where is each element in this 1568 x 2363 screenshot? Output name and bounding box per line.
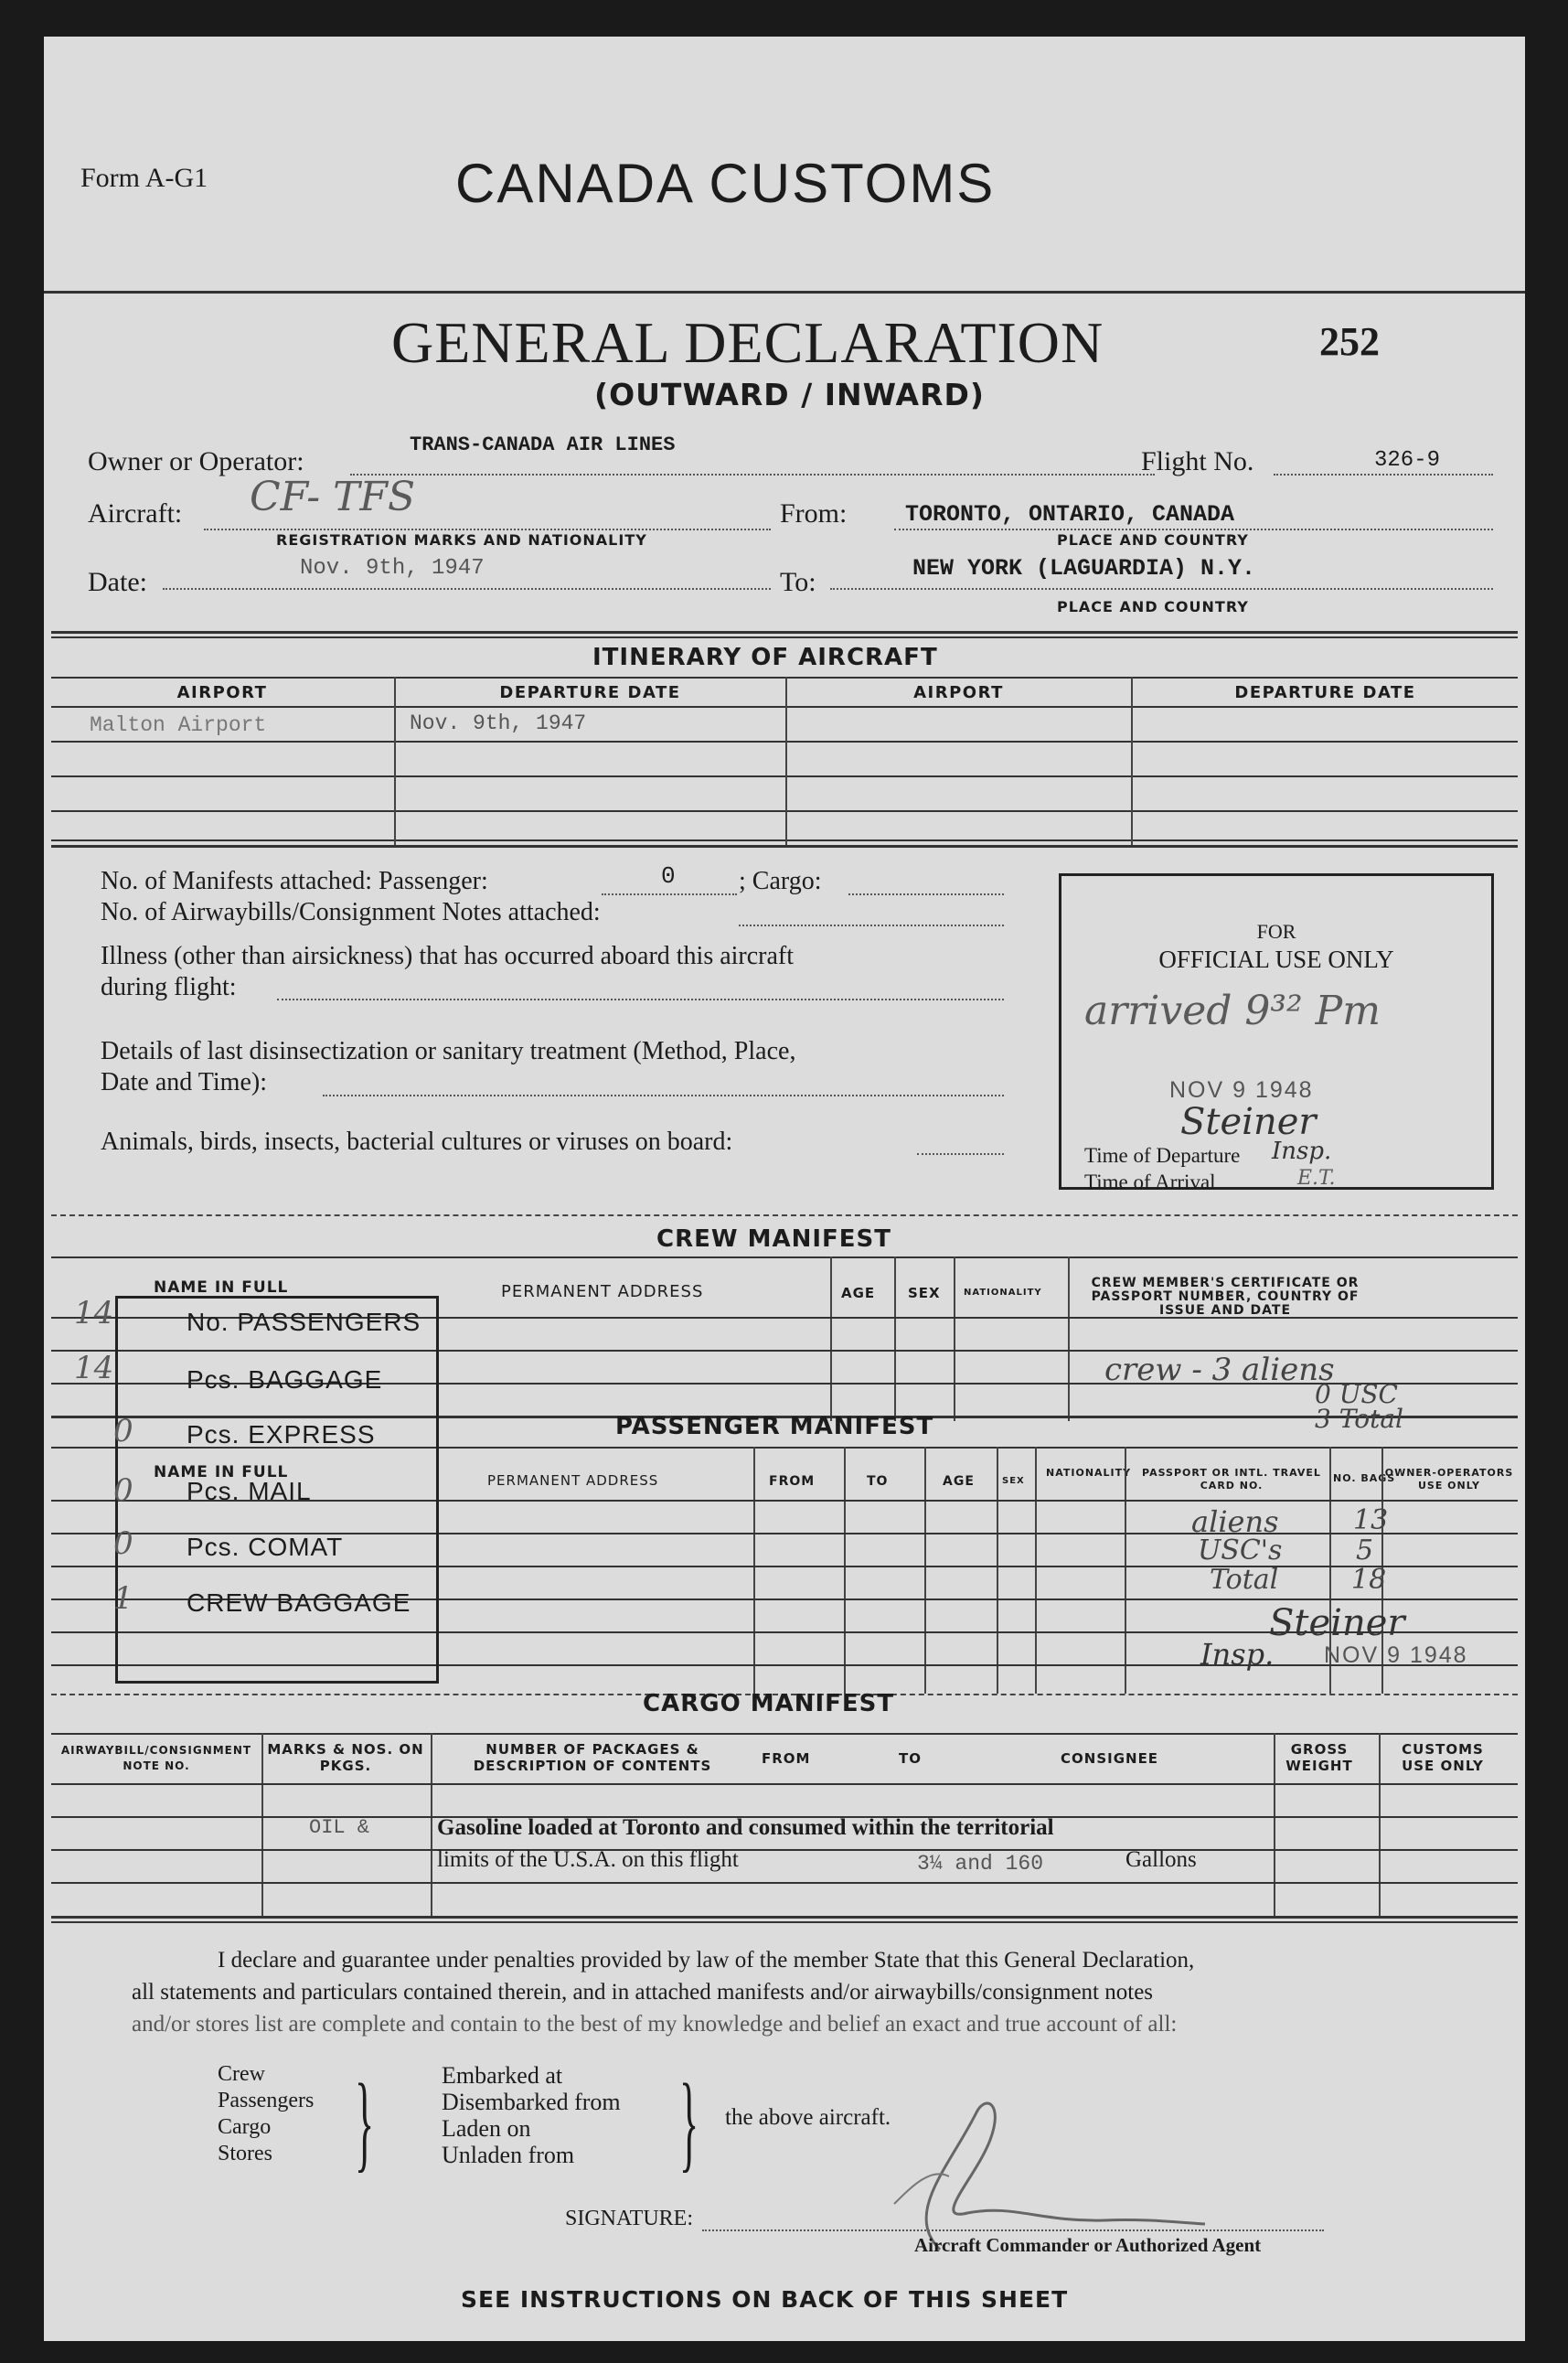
passenger-divider-5 [1035,1447,1037,1694]
passenger-col-passport: PASSPORT OR INTL. TRAVEL CARD NO. [1142,1467,1321,1492]
cargo-row-rule-4 [51,1882,1518,1884]
cargo-col-to: TO [899,1750,922,1767]
aircraft-value: CF- TFS [250,474,416,520]
crew-col-certificate: CREW MEMBER'S CERTIFICATE OR PASSPORT NUMBER, COUNTRY OF ISSUE AND DATE [1091,1276,1360,1318]
stamp-count-passengers: 14 [74,1295,114,1331]
to-line [830,588,1493,590]
cargo-unit: Gallons [1125,1847,1197,1872]
date-value: Nov. 9th, 1947 [300,556,485,581]
itinerary-divider-1 [394,677,396,845]
cargo-col-from: FROM [762,1750,811,1767]
date-label: Date: [88,567,147,597]
crew-col-address: PERMANENT ADDRESS [501,1282,704,1301]
crew-heading: CREW MANIFEST [656,1225,892,1253]
passenger-divider-2 [844,1447,846,1694]
crew-head-rule [51,1256,1518,1258]
owner-line [350,474,1155,476]
declaration-sheet [44,37,1525,2341]
registration-caption: REGISTRATION MARKS AND NATIONALITY [276,531,647,549]
itinerary-col-airport-1: AIRPORT [176,683,268,702]
passenger-col-owner: OWNER-OPERATORS USE ONLY [1384,1467,1514,1492]
itinerary-divider-3 [1131,677,1133,845]
stamp-label-baggage: Pcs. BAGGAGE [187,1365,383,1394]
header-rule [44,291,1525,294]
to-label: To: [780,567,816,597]
passenger-note-usc-count: 5 [1356,1534,1374,1566]
owner-label: Owner or Operator: [88,446,304,476]
crew-col-name: NAME IN FULL [154,1278,289,1297]
from-value: TORONTO, ONTARIO, CANADA [905,501,1235,528]
passenger-count: 0 [661,862,676,890]
cargo-description-line-2: limits of the U.S.A. on this flight [437,1847,739,1872]
cargo-bottom-rule [51,1916,1518,1919]
itinerary-col-date-1: DEPARTURE DATE [499,683,681,702]
official-stamp-date: NOV 9 1948 [1169,1077,1314,1103]
crew-col-nationality: NATIONALITY [964,1288,1042,1298]
disinsect-label-1: Details of last disinsectization or sanitary treatment (Method, Place, [101,1037,796,1065]
flight-no-line [1274,474,1493,476]
place-caption-to: PLACE AND COUNTRY [1057,598,1249,615]
cargo-line [848,893,1004,895]
cargo-divider-3 [1274,1733,1275,1916]
itinerary-heading: ITINERARY OF AIRCRAFT [592,644,938,671]
declaration-tail: the above aircraft. [725,2105,891,2130]
passenger-divider-3 [924,1447,926,1694]
declaration-line-2: all statements and particulars contained therein, and in attached manifests and/or airwaybills/consignment notes [132,1980,1154,2005]
cargo-row-rule-3 [51,1849,1518,1851]
crew-top-rule [51,1214,1518,1216]
passenger-note-usc-label: USC's [1198,1534,1283,1566]
departure-time-label: Time of Departure [1084,1144,1241,1167]
passenger-note-aliens-label: aliens [1191,1504,1279,1539]
arrival-time-note: E.T. [1297,1167,1336,1190]
itinerary-top-rule [51,631,1518,634]
declaration-brace-right: } [679,2061,699,2183]
cargo-divider-1 [261,1733,263,1916]
place-caption-from: PLACE AND COUNTRY [1057,531,1249,549]
itinerary-top-rule-2 [51,636,1518,638]
illness-line [277,999,1004,1000]
flight-no-value: 326-9 [1374,448,1441,473]
stamp-label-express: Pcs. EXPRESS [187,1420,376,1449]
official-handwritten-note: arrived 9³² Pm [1084,988,1381,1034]
stamp-count-mail: 0 [113,1472,133,1509]
declaration-brace-left: } [355,2061,375,2183]
declaration-action-embarked: Embarked at [442,2062,563,2089]
declaration-item-crew: Crew [218,2062,265,2086]
declaration-action-disembarked: Disembarked from [442,2089,621,2115]
crew-divider-4 [1068,1256,1070,1421]
commander-signature-scribble [830,2076,1214,2259]
crew-divider-2 [894,1256,896,1421]
cargo-row-rule-1 [51,1783,1518,1785]
aircraft-label: Aircraft: [88,498,183,529]
passenger-stamp-date: NOV 9 1948 [1324,1642,1468,1668]
declaration-item-cargo: Cargo [218,2115,272,2139]
declaration-item-passengers: Passengers [218,2089,315,2112]
disinsect-label-2: Date and Time): [101,1068,267,1096]
cargo-label: ; Cargo: [739,867,822,895]
official-signature: Steiner [1180,1101,1317,1143]
crew-col-sex: SEX [908,1285,941,1301]
itinerary-airport-1: Malton Airport [90,713,267,737]
document-title: GENERAL DECLARATION [391,310,1104,375]
passenger-divider-4 [997,1447,998,1694]
cargo-col-marks: MARKS & NOS. ON PKGS. [267,1741,424,1774]
declaration-item-stores: Stores [218,2142,272,2165]
illness-label-2: during flight: [101,973,237,1001]
itinerary-row-rule-2 [51,741,1518,743]
itinerary-col-airport-2: AIRPORT [913,683,1004,702]
form-id: Form A-G1 [80,163,208,193]
crew-divider-1 [830,1256,832,1421]
agency-title: CANADA CUSTOMS [455,153,996,214]
crew-note-total: 3 Total [1315,1404,1403,1434]
airwaybills-label: No. of Airwaybills/Consignment Notes attached: [101,898,601,926]
stamp-label-crew-baggage: CREW BAGGAGE [187,1588,411,1617]
itinerary-head-rule [51,677,1518,679]
passenger-note-total-label: Total [1210,1564,1279,1596]
cargo-description-line-1: Gasoline loaded at Toronto and consumed within the territorial [437,1815,1054,1840]
passenger-divider-1 [753,1447,755,1694]
stamp-label-mail: Pcs. MAIL [187,1477,312,1505]
passenger-col-name: NAME IN FULL [154,1463,289,1481]
illness-label-1: Illness (other than airsickness) that has occurred aboard this aircraft [101,942,795,970]
stamp-label-passengers: No. PASSENGERS [187,1308,421,1336]
stamp-count-crew-baggage: 1 [113,1580,133,1617]
cargo-col-consignee: CONSIGNEE [1061,1750,1159,1767]
crew-divider-3 [954,1256,955,1421]
declaration-action-laden: Laden on [442,2115,531,2142]
manifests-label: No. of Manifests attached: Passenger: [101,867,488,895]
animals-label: Animals, birds, insects, bacterial cultures or viruses on board: [101,1128,733,1156]
stamp-count-baggage: 14 [74,1350,114,1386]
departure-time-note: Insp. [1272,1138,1332,1165]
declaration-action-unladen: Unladen from [442,2142,575,2168]
cargo-bottom-rule-2 [51,1921,1518,1923]
itinerary-row-rule-3 [51,775,1518,777]
airwaybills-line [739,925,1004,926]
cargo-divider-4 [1379,1733,1381,1916]
cargo-marks-value: OIL & [309,1816,370,1839]
stamp-label-comat: Pcs. COMAT [187,1533,344,1561]
from-line [894,529,1493,530]
stamp-count-comat: 0 [113,1525,133,1562]
cargo-divider-2 [431,1733,432,1916]
cargo-col-packages: NUMBER OF PACKAGES & DESCRIPTION OF CONTENTS [473,1741,712,1774]
cargo-quantity: 3¼ and 160 [917,1852,1044,1876]
signature-label: SIGNATURE: [565,2207,694,2230]
itinerary-col-date-2: DEPARTURE DATE [1234,683,1416,702]
official-use-box [1059,873,1494,1193]
itinerary-row-rule-1 [51,706,1518,708]
passenger-insp-note: Insp. [1200,1637,1275,1672]
owner-value: TRANS-CANADA AIR LINES [410,433,676,456]
itinerary-date-1: Nov. 9th, 1947 [410,711,587,735]
passenger-col-to: TO [867,1474,889,1489]
declaration-number: 252 [1319,319,1380,364]
passenger-note-aliens-count: 13 [1353,1504,1389,1536]
official-use-for: FOR [1256,920,1296,943]
to-value: NEW YORK (LAGUARDIA) N.Y. [912,555,1256,582]
passenger-col-bags: NO. BAGS [1333,1472,1396,1484]
itinerary-row-rule-4 [51,810,1518,812]
itinerary-row-rule-5 [51,839,1518,841]
itinerary-bottom-rule [51,845,1518,848]
instructions-footer: SEE INSTRUCTIONS ON BACK OF THIS SHEET [461,2286,1069,2313]
crew-note-aliens: crew - 3 aliens [1104,1352,1335,1388]
cargo-heading: CARGO MANIFEST [643,1690,895,1717]
passenger-count-line [602,893,737,895]
itinerary-divider-2 [785,677,787,845]
cargo-head-rule [51,1733,1518,1735]
animals-line [917,1153,1004,1155]
cargo-col-airwaybill: AIRWAYBILL/CONSIGNMENT NOTE NO. [60,1744,252,1772]
passenger-divider-6 [1125,1447,1126,1694]
disinsect-line [323,1095,1004,1096]
crew-note-usc: 0 USC [1315,1379,1398,1409]
cargo-col-weight: GROSS WEIGHT [1285,1741,1353,1774]
passenger-signature: Steiner [1269,1602,1405,1644]
flight-no-label: Flight No. [1141,446,1254,476]
passenger-note-total-count: 18 [1351,1564,1387,1596]
official-use-title: OFFICIAL USE ONLY [1158,946,1394,973]
declaration-line-1: I declare and guarantee under penalties provided by law of the member State that this General Declaration, [218,1948,1195,1973]
cargo-col-customs: CUSTOMS USE ONLY [1402,1741,1484,1774]
passenger-col-from: FROM [769,1474,816,1489]
stamp-count-express: 0 [113,1413,133,1449]
arrival-time-label: Time of Arrival [1084,1171,1216,1193]
from-label: From: [780,498,848,529]
declaration-line-3: and/or stores list are complete and contain to the best of my knowledge and belief an exact and true account of all: [132,2012,1178,2037]
count-stamp [74,1295,439,1684]
passenger-heading: PASSENGER MANIFEST [615,1413,934,1440]
signer-caption: Aircraft Commander or Authorized Agent [914,2234,1262,2256]
crew-col-age: AGE [841,1285,876,1301]
passenger-col-address: PERMANENT ADDRESS [487,1472,659,1489]
passenger-col-sex: SEX [1002,1476,1025,1486]
document-subtitle: (OUTWARD / INWARD) [594,377,985,412]
date-line [163,588,771,590]
passenger-col-nationality: NATIONALITY [1046,1467,1132,1479]
passenger-col-age: AGE [943,1474,975,1489]
aircraft-line [204,529,771,530]
